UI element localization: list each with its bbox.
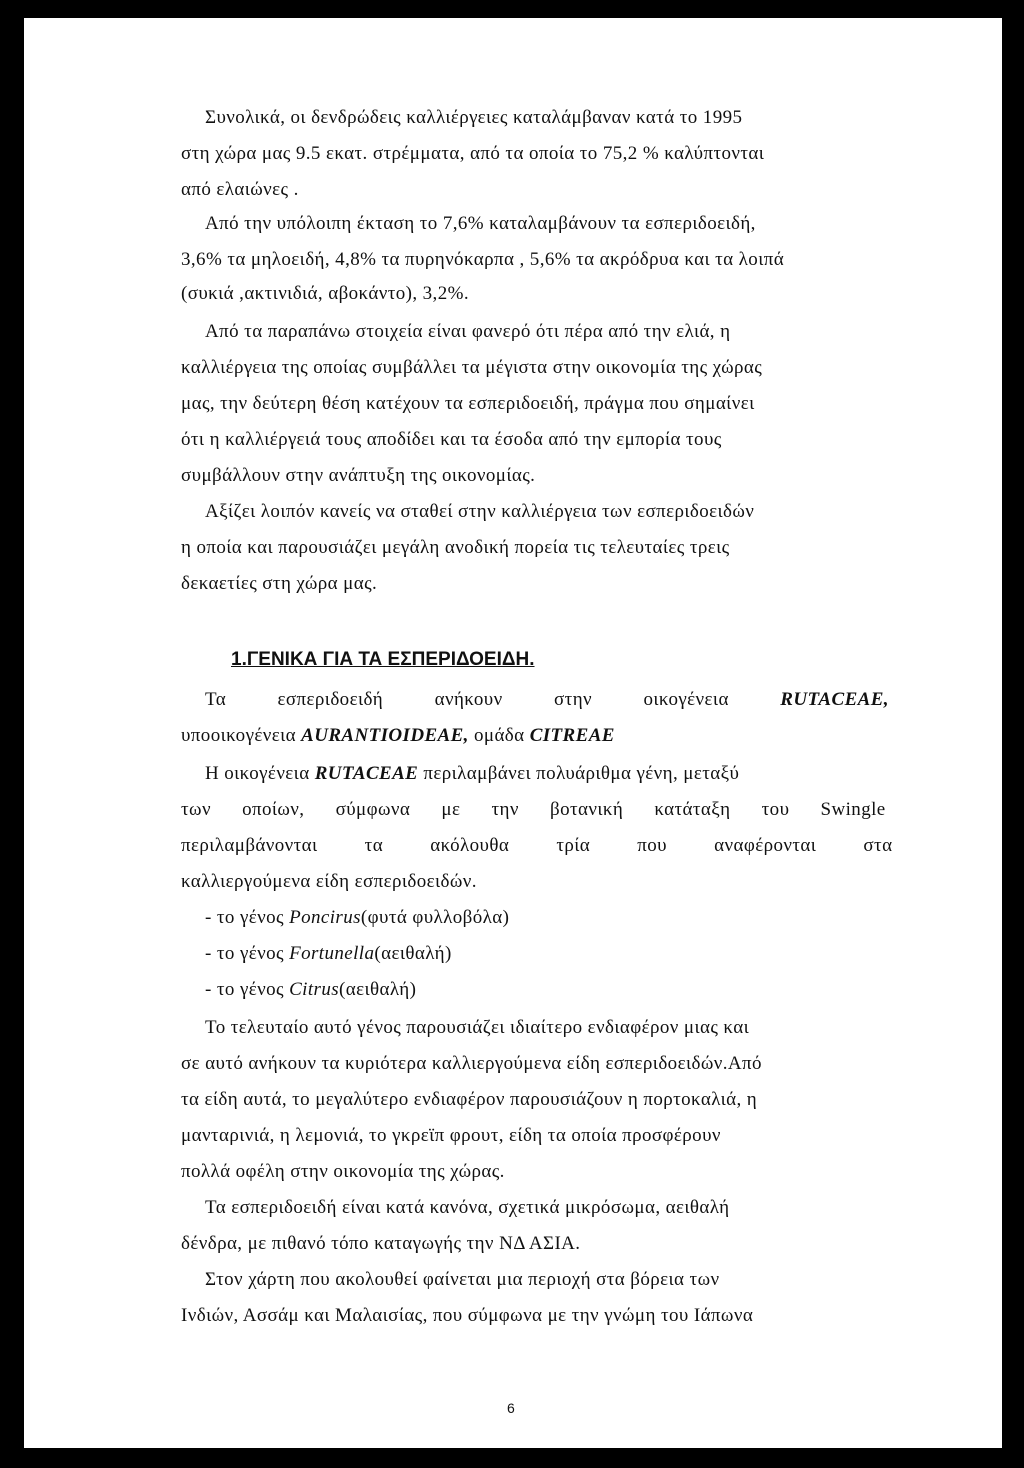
paragraph-6-line-4: καλλιεργούμενα είδη εσπεριδοειδών. xyxy=(181,871,477,892)
paragraph-2-line-3: (συκιά ,ακτινιδιά, αβοκάντο), 3,2%. xyxy=(181,283,469,304)
paragraph-9-line-1: Στον χάρτη που ακολουθεί φαίνεται μια περιοχή στα βόρεια των xyxy=(205,1269,720,1290)
paragraph-7-line-3: τα είδη αυτά, το μεγαλύτερο ενδιαφέρον παρουσιάζουν η πορτοκαλιά, η xyxy=(181,1089,758,1110)
genus-name: Fortunella xyxy=(289,943,375,964)
genus-name: Citrus xyxy=(289,979,340,1000)
paragraph-5-line-1 xyxy=(205,688,889,712)
paragraph-7-line-4: μανταρινιά, η λεμονιά, το γκρεϊπ φρουτ, είδη τα οποία προσφέρουν xyxy=(181,1125,721,1146)
genus-prefix: - το γένος xyxy=(205,907,284,928)
family-name: RUTACEAE, xyxy=(780,689,889,710)
paragraph-1-line-1 xyxy=(205,106,916,130)
paragraph-4-line-2: η οποία και παρουσιάζει μεγάλη ανοδική πορεία τις τελευταίες τρεις xyxy=(181,537,730,558)
document-page xyxy=(24,18,1002,1448)
paragraph-1-line-3: από ελαιώνες . xyxy=(181,179,299,200)
paragraph-9-line-2: Ινδιών, Ασσάμ και Μαλαισίας, που σύμφωνα με την γνώμη του Ιάπωνα xyxy=(181,1305,754,1326)
paragraph-4-line-3: δεκαετίες στη χώρα μας. xyxy=(181,573,378,594)
paragraph-6-line-1 xyxy=(205,762,739,786)
paragraph-7-line-1: Το τελευταίο αυτό γένος παρουσιάζει ιδιαίτερο ενδιαφέρον μιας και xyxy=(205,1017,750,1038)
genus-name: Poncirus xyxy=(289,907,361,928)
word: Τα xyxy=(205,689,227,710)
section-heading: 1.ΓΕΝΙΚΑ ΓΙΑ ΤΑ ΕΣΠΕΡΙΔΟΕΙΔΗ. xyxy=(231,649,535,670)
paragraph-6-line-2: των οποίων, σύμφωνα με την βοτανική κατάταξη του Swingle xyxy=(181,799,886,820)
genus-note: (αειθαλή) xyxy=(339,979,417,1000)
paragraph-1-line-2: στη χώρα μας 9.5 εκατ. στρέμματα, από τα οποία το 75,2 % καλύπτονται xyxy=(181,143,765,164)
paragraph-8-line-2: δένδρα, με πιθανό τόπο καταγωγής την ΝΔ ΑΣΙΑ. xyxy=(181,1233,581,1254)
text-span: Συνολικά, οι δενδρώδεις καλλιέργειες καταλάμβαναν κατά το 1995 xyxy=(205,107,743,128)
word: οικογένεια xyxy=(643,689,729,710)
word: Η οικογένεια xyxy=(205,763,310,784)
word: υποοικογένεια xyxy=(181,725,296,746)
paragraph-4-line-1: Αξίζει λοιπόν κανείς να σταθεί στην καλλιέργεια των εσπεριδοειδών xyxy=(205,501,755,522)
genus-prefix: - το γένος xyxy=(205,943,284,964)
genus-note: (αειθαλή) xyxy=(374,943,452,964)
paragraph-2-line-2: 3,6% τα μηλοειδή, 4,8% τα πυρηνόκαρπα , 5,6% τα ακρόδρυα και τα λοιπά xyxy=(181,249,785,270)
word: εσπεριδοειδή xyxy=(277,689,384,710)
paragraph-6-line-3: περιλαμβάνονται τα ακόλουθα τρία που αναφέρονται στα xyxy=(181,835,893,856)
paragraph-7-line-2: σε αυτό ανήκουν τα κυριότερα καλλιεργούμενα είδη εσπεριδοειδών.Από xyxy=(181,1053,762,1074)
paragraph-3-line-1: Από τα παραπάνω στοιχεία είναι φανερό ότι πέρα από την ελιά, η xyxy=(205,321,731,342)
page-number: 6 xyxy=(507,1400,515,1416)
word: ομάδα xyxy=(473,725,525,746)
paragraph-3-line-5: συμβάλλουν στην ανάπτυξη της οικονομίας. xyxy=(181,465,536,486)
paragraph-3-line-2: καλλιέργεια της οποίας συμβάλλει τα μέγιστα στην οικονομία της χώρας xyxy=(181,357,763,378)
word: στην xyxy=(554,689,593,710)
genus-item-2 xyxy=(205,942,452,966)
genus-item-3 xyxy=(205,978,416,1002)
paragraph-5-line-2 xyxy=(181,724,615,748)
paragraph-3-line-3: μας, την δεύτερη θέση κατέχουν τα εσπεριδοειδή, πράγμα που σημαίνει xyxy=(181,393,755,414)
word: περιλαμβάνει πολυάριθμα γένη, μεταξύ xyxy=(423,763,740,784)
paragraph-7-line-5: πολλά οφέλη στην οικονομία της χώρας. xyxy=(181,1161,505,1182)
paragraph-3-line-4: ότι η καλλιέργειά τους αποδίδει και τα έσοδα από την εμπορία τους xyxy=(181,429,722,450)
genus-prefix: - το γένος xyxy=(205,979,284,1000)
group-name: CITREAE xyxy=(529,725,615,746)
subfamily-name: AURANTIOIDEAE, xyxy=(301,725,469,746)
genus-note: (φυτά φυλλοβόλα) xyxy=(360,907,510,928)
family-name: RUTACEAE xyxy=(314,763,419,784)
paragraph-2-line-1: Από την υπόλοιπη έκταση το 7,6% καταλαμβάνουν τα εσπεριδοειδή, xyxy=(205,213,756,234)
word: ανήκουν xyxy=(434,689,503,710)
genus-item-1 xyxy=(205,906,509,930)
paragraph-8-line-1: Τα εσπεριδοειδή είναι κατά κανόνα, σχετικά μικρόσωμα, αειθαλή xyxy=(205,1197,730,1218)
